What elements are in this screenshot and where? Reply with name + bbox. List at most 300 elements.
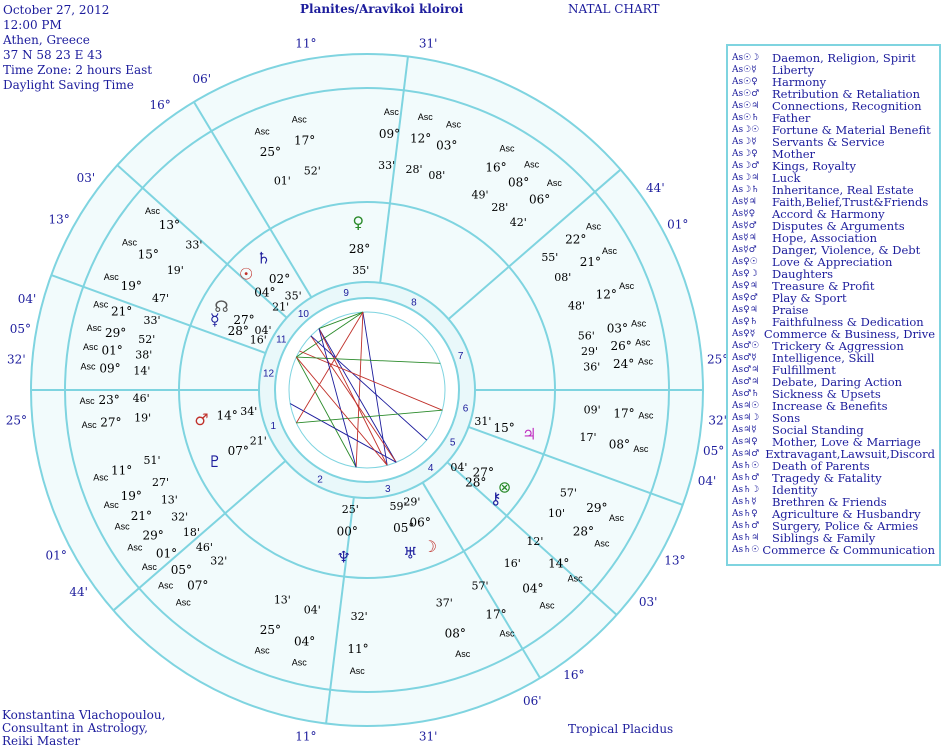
legend-label: Liberty: [772, 63, 815, 77]
planet-minute: 35': [352, 264, 370, 278]
planet-glyph: ☊: [214, 297, 229, 316]
cusp-label: 16°: [149, 98, 171, 113]
legend-label: Debate, Daring Action: [772, 375, 903, 389]
part-asc-label: Asc: [93, 472, 109, 483]
legend-symbol: As☿♃: [732, 197, 757, 207]
legend-symbol: As☽♄: [732, 185, 760, 195]
legend-symbol: As♂☉: [732, 341, 760, 351]
planet-degree: 14°: [216, 408, 238, 423]
part-degree: 23°: [98, 393, 120, 408]
part-asc-label: Asc: [144, 206, 161, 217]
planet-glyph: ♃: [522, 424, 537, 444]
legend-label: Commerce & Business, Drive: [763, 327, 935, 341]
legend-symbol: As☽♀: [732, 149, 758, 159]
planet-glyph: ☽: [422, 536, 438, 556]
part-degree: 08°: [444, 626, 466, 641]
legend-symbol: As☽☿: [732, 137, 757, 147]
house-number: 6: [462, 403, 469, 415]
part-asc-label: Asc: [546, 177, 562, 188]
planet-degree: 15°: [493, 420, 515, 435]
house-number: 10: [297, 308, 309, 320]
legend-symbol: As☿♂: [732, 221, 757, 231]
part-minute: 52': [303, 164, 321, 178]
planet-degree: 04°: [254, 285, 276, 300]
part-degree: 06°: [528, 192, 551, 207]
house-number: 4: [427, 463, 434, 475]
part-asc-label: Asc: [499, 628, 515, 639]
legend-symbol: As♀☿: [732, 329, 756, 339]
birth-date: October 27, 2012: [3, 3, 110, 17]
part-degree: 17°: [613, 406, 635, 421]
house-number: 7: [457, 350, 464, 362]
legend-symbol: As♀♃: [732, 281, 758, 291]
planet-minute: 31': [474, 415, 492, 429]
part-minute: 56': [577, 329, 595, 343]
legend-item: [732, 64, 935, 76]
part-asc-label: Asc: [601, 246, 617, 256]
planet-minute: 35': [284, 289, 302, 303]
cusp-label: 06': [522, 693, 542, 708]
legend-label: Surgery, Police & Armies: [772, 519, 919, 533]
part-asc-label: Asc: [524, 159, 540, 170]
cusp-label: 01°: [667, 217, 689, 232]
part-degree: 08°: [608, 437, 631, 452]
house-number: 1: [270, 421, 277, 433]
part-minute: 55': [541, 251, 559, 265]
planet-degree: 27°: [233, 313, 255, 327]
part-degree: 29°: [104, 325, 127, 340]
legend-label: Praise: [772, 303, 809, 317]
part-degree: 11°: [347, 641, 369, 656]
legend-symbol: As♀☽: [732, 269, 758, 279]
part-minute: 46': [195, 540, 213, 554]
cusp-label: 16°: [563, 667, 585, 682]
cusp-label: 01°: [45, 548, 67, 563]
cusp-label: 31': [418, 36, 438, 51]
part-minute: 36': [583, 360, 601, 374]
planet-minute: 25': [341, 502, 359, 516]
legend-symbol: As☉♂: [732, 89, 760, 99]
part-minute: 52': [138, 333, 156, 347]
house-number: 9: [343, 288, 349, 300]
legend-item: [732, 52, 935, 64]
part-degree: 22°: [565, 232, 587, 247]
legend-symbol: As♄☿: [732, 497, 757, 507]
part-degree: 29°: [586, 501, 608, 516]
planet-degree: 00°: [336, 524, 358, 539]
legend-label: Kings, Royalty: [772, 159, 856, 173]
part-minute: 32': [350, 609, 368, 623]
legend-symbol: As♂♃: [732, 365, 760, 375]
part-minute: 48': [568, 299, 586, 313]
legend-label: Faithfulness & Dedication: [772, 315, 924, 329]
legend-label: Sons: [772, 411, 801, 425]
planet-degree: 05°: [393, 521, 415, 536]
legend-label: Play & Sport: [772, 291, 847, 305]
planet-minute: 16': [249, 333, 267, 347]
part-degree: 21°: [579, 255, 602, 269]
legend-label: Connections, Recognition: [772, 99, 922, 113]
legend-symbol: As☿♀: [732, 209, 756, 219]
legend-label: Retribution & Retaliation: [772, 87, 920, 101]
part-degree: 04°: [293, 634, 316, 649]
legend-label: Trickery & Aggression: [772, 339, 904, 353]
birth-time: 12:00 PM: [3, 18, 62, 32]
cusp-label: 11°: [295, 36, 317, 51]
part-asc-label: Asc: [619, 281, 635, 292]
cusp-label: 25°: [5, 413, 27, 428]
legend-label: Intelligence, Skill: [772, 351, 875, 365]
part-minute: 17': [579, 430, 597, 444]
part-asc-label: Asc: [633, 444, 649, 455]
legend-symbol: As☉☿: [732, 65, 757, 75]
planet-glyph: ☉: [238, 264, 254, 284]
legend-symbol: As♂♄: [732, 389, 760, 399]
part-degree: 03°: [436, 138, 458, 153]
legend-panel: [726, 44, 941, 566]
cusp-label: 44': [646, 181, 665, 196]
part-minute: 28': [405, 162, 423, 176]
house-number: 5: [449, 437, 456, 449]
legend-symbol: As♃☽: [732, 413, 760, 423]
legend-symbol: As☉♃: [732, 101, 760, 111]
legend-symbol: As♃♀: [732, 437, 758, 447]
planet-minute: 34': [240, 404, 258, 418]
house-number: 8: [411, 297, 417, 309]
part-minute: 57': [471, 579, 489, 593]
planet-glyph: ☿: [209, 310, 220, 330]
legend-label: Tragedy & Fatality: [772, 471, 882, 485]
part-minute: 08': [554, 271, 572, 284]
part-minute: 13': [273, 593, 291, 607]
cusp-label: 03': [638, 594, 658, 609]
part-asc-label: Asc: [141, 562, 157, 573]
legend-label: Brethren & Friends: [772, 495, 887, 509]
part-degree: 09°: [378, 126, 401, 141]
legend-label: Extravagant,Lawsuit,Discord: [765, 447, 935, 461]
legend-label: Inheritance, Real Estate: [772, 183, 914, 197]
part-degree: 14°: [548, 556, 570, 571]
legend-symbol: As♀♂: [732, 293, 758, 303]
legend-symbol: As☽♂: [732, 161, 760, 171]
part-degree: 01°: [101, 343, 123, 358]
part-degree: 07°: [187, 578, 209, 593]
legend-item: [732, 256, 935, 268]
part-minute: 09': [583, 403, 601, 417]
part-degree: 29°: [142, 528, 164, 543]
legend-symbol: As☉☽: [732, 53, 760, 63]
legend-item: [732, 400, 935, 412]
planet-glyph: ♄: [256, 248, 271, 268]
daylight-saving: Daylight Saving Time: [3, 78, 134, 92]
part-asc-label: Asc: [635, 337, 651, 348]
legend-label: Siblings & Family: [772, 531, 876, 545]
part-asc-label: Asc: [103, 499, 119, 510]
legend-label: Accord & Harmony: [772, 207, 885, 221]
part-asc-label: Asc: [79, 395, 95, 406]
part-minute: 32': [210, 554, 228, 568]
birth-place: Athen, Greece: [3, 33, 90, 47]
cusp-label: 32': [708, 413, 727, 428]
part-asc-label: Asc: [638, 410, 654, 421]
legend-symbol: As♄♃: [732, 533, 760, 543]
part-asc-label: Asc: [637, 356, 653, 367]
cusp-label: 32': [7, 352, 26, 367]
part-degree: 11°: [110, 463, 133, 478]
part-degree: 17°: [293, 133, 316, 148]
part-degree: 16°: [485, 160, 507, 175]
part-minute: 04': [303, 603, 321, 617]
cusp-label: 25°: [707, 352, 729, 367]
legend-item: [732, 472, 935, 484]
legend-symbol: As♄♂: [732, 473, 760, 483]
part-minute: 51': [143, 453, 161, 467]
planet-degree: 27°: [472, 465, 494, 480]
legend-symbol: As♀♃: [732, 305, 758, 315]
part-asc-label: Asc: [455, 649, 471, 660]
house-system: Tropical Placidus: [568, 722, 674, 736]
part-degree: 04°: [522, 581, 544, 596]
part-asc-label: Asc: [127, 542, 143, 553]
legend-label: Love & Appreciation: [772, 255, 893, 269]
part-asc-label: Asc: [86, 323, 102, 334]
part-degree: 25°: [259, 144, 281, 159]
legend-symbol: As♂☿: [732, 353, 757, 363]
legend-symbol: As☿♂: [732, 245, 757, 255]
part-minute: 01': [273, 174, 291, 188]
part-minute: 32': [171, 510, 189, 524]
legend-symbol: As♄♀: [732, 509, 758, 519]
legend-symbol: As☽☉: [732, 125, 760, 135]
planet-glyph: ♇: [207, 451, 222, 471]
part-degree: 09°: [99, 361, 121, 376]
planet-degree: 28°: [227, 323, 249, 338]
legend-label: Daemon, Religion, Spirit: [772, 51, 916, 65]
legend-symbol: As♃♂: [732, 449, 760, 459]
part-asc-label: Asc: [383, 107, 399, 118]
cusp-label: 44': [69, 584, 88, 599]
planet-glyph: ♂: [194, 410, 209, 430]
part-asc-label: Asc: [254, 645, 270, 656]
part-asc-label: Asc: [631, 318, 647, 329]
legend-label: Commerce & Communication: [762, 543, 935, 557]
part-asc-label: Asc: [93, 299, 109, 310]
part-minute: 12': [526, 535, 544, 549]
part-degree: 12°: [595, 287, 617, 302]
chart-title: Planites/Aravikoi kloiroi: [300, 2, 464, 16]
part-asc-label: Asc: [291, 657, 307, 668]
legend-label: Servants & Service: [772, 135, 885, 149]
legend-label: Sickness & Upsets: [772, 387, 881, 401]
legend-label: Mother, Love & Marriage: [772, 435, 921, 449]
part-minute: 18': [182, 526, 200, 540]
part-minute: 57': [559, 486, 577, 500]
part-minute: 10': [548, 507, 566, 521]
part-asc-label: Asc: [175, 597, 191, 608]
chart-type-label: NATAL CHART: [568, 2, 660, 16]
part-asc-label: Asc: [158, 580, 174, 591]
planet-minute: 59': [389, 499, 407, 513]
cusp-label: 31': [418, 729, 438, 744]
legend-symbol: As☉♄: [732, 113, 760, 123]
part-minute: 42': [509, 216, 527, 230]
legend-symbol: As☽♃: [732, 173, 760, 183]
legend-label: Fulfillment: [772, 363, 836, 377]
legend-label: Identity: [772, 483, 818, 497]
legend-symbol: As♄♂: [732, 521, 760, 531]
part-minute: 28': [491, 201, 509, 215]
cusp-label: 04': [17, 291, 37, 306]
house-number: 12: [262, 368, 275, 380]
part-degree: 17°: [485, 607, 507, 622]
cusp-label: 13°: [664, 553, 686, 568]
cusp-label: 11°: [295, 729, 317, 744]
planet-minute: 04': [254, 324, 272, 337]
part-minute: 13': [160, 493, 178, 507]
part-minute: 47': [152, 292, 170, 306]
cusp-label: 04': [697, 474, 717, 489]
consultant-title: Consultant in Astrology,: [2, 721, 148, 735]
part-minute: 38': [135, 348, 153, 362]
planet-glyph: ⚷: [489, 488, 502, 508]
planet-glyph: ⊗: [497, 477, 512, 497]
legend-item: [732, 100, 935, 112]
legend-label: Luck: [772, 171, 801, 185]
consultant-credit: [2, 708, 165, 747]
part-asc-label: Asc: [586, 221, 602, 232]
legend-symbol: As♄☉: [732, 461, 760, 471]
legend-label: Agriculture & Husbandry: [772, 507, 921, 521]
coordinates: 37 N 58 23 E 43: [3, 48, 103, 62]
part-minute: 27': [152, 475, 170, 489]
part-minute: 37': [435, 596, 453, 610]
legend-label: Fortune & Material Benefit: [772, 123, 931, 137]
legend-label: Hope, Association: [772, 231, 878, 245]
time-zone: Time Zone: 2 hours East: [3, 63, 153, 77]
legend-symbol: As♀♄: [732, 317, 758, 327]
part-minute: 33': [143, 314, 161, 328]
planet-minute: 21': [272, 300, 290, 314]
part-minute: 19': [134, 411, 152, 425]
legend-item: [732, 160, 935, 172]
part-degree: 05°: [170, 563, 193, 578]
part-asc-label: Asc: [81, 420, 97, 431]
part-degree: 24°: [612, 357, 635, 372]
planet-degree: 06°: [409, 515, 431, 530]
part-asc-label: Asc: [80, 361, 96, 372]
cusp-label: 05°: [703, 444, 725, 459]
house-number: 3: [385, 483, 391, 495]
part-asc-label: Asc: [254, 126, 270, 137]
part-degree: 21°: [130, 509, 152, 524]
part-asc-label: Asc: [114, 521, 130, 532]
part-minute: 08': [428, 169, 446, 183]
part-minute: 33': [185, 238, 203, 252]
legend-label: Disputes & Arguments: [772, 219, 905, 233]
part-degree: 26°: [610, 339, 632, 354]
legend-symbol: As♃☉: [732, 401, 760, 411]
part-degree: 08°: [508, 175, 530, 190]
part-degree: 28°: [572, 524, 595, 539]
legend-label: Harmony: [772, 75, 827, 89]
cusp-label: 05°: [9, 321, 31, 336]
legend-label: Social Standing: [772, 423, 864, 437]
planet-degree: 07°: [227, 444, 249, 459]
part-degree: 25°: [259, 623, 281, 638]
part-degree: 27°: [100, 415, 122, 430]
planet-minute: 29': [403, 495, 421, 509]
part-minute: 14': [133, 364, 151, 378]
legend-symbol: As♂♃: [732, 377, 760, 387]
legend-symbol: As♄☽: [732, 485, 760, 495]
part-minute: 49': [471, 188, 489, 202]
legend-item: [732, 544, 935, 556]
part-asc-label: Asc: [446, 119, 462, 130]
part-asc-label: Asc: [349, 665, 365, 676]
cusp-label: 03': [76, 171, 96, 186]
consultant-name: Konstantina Vlachopoulou,: [2, 708, 166, 722]
part-asc-label: Asc: [122, 237, 138, 248]
planet-degree: 28°: [348, 242, 371, 257]
part-degree: 15°: [137, 247, 159, 262]
planet-glyph: ♀: [352, 213, 365, 233]
part-degree: 13°: [158, 218, 181, 233]
part-asc-label: Asc: [594, 538, 610, 549]
cusp-label: 13°: [48, 212, 70, 227]
legend-label: Mother: [772, 147, 816, 161]
house-number: 2: [317, 474, 323, 486]
part-degree: 03°: [606, 321, 628, 336]
legend-label: Father: [772, 111, 811, 125]
part-minute: 16': [503, 557, 521, 571]
planet-degree: 28°: [465, 475, 487, 490]
part-minute: 19': [166, 264, 184, 278]
planet-minute: 21': [249, 434, 267, 448]
legend-label: Death of Parents: [772, 459, 870, 473]
part-asc-label: Asc: [82, 342, 98, 353]
legend-label: Increase & Benefits: [772, 399, 888, 413]
part-minute: 33': [378, 158, 396, 172]
legend-label: Treasure & Profit: [772, 279, 875, 293]
planet-degree: 02°: [268, 272, 291, 287]
part-degree: 21°: [110, 304, 133, 319]
legend-symbol: As☉♀: [732, 77, 758, 87]
legend-label: Danger, Violence, & Debt: [772, 243, 921, 257]
planet-glyph: ♆: [336, 547, 351, 567]
part-asc-label: Asc: [291, 114, 307, 125]
legend-label: Daughters: [772, 267, 834, 281]
legend-symbol: As♃☿: [732, 425, 757, 435]
part-degree: 12°: [410, 131, 432, 146]
part-asc-label: Asc: [539, 600, 555, 611]
part-asc-label: Asc: [103, 272, 119, 283]
house-number: 11: [276, 334, 287, 346]
part-asc-label: Asc: [608, 513, 624, 524]
legend-label: Faith,Belief,Trust&Friends: [772, 195, 929, 209]
legend-item: [732, 136, 935, 148]
part-asc-label: Asc: [567, 573, 583, 584]
part-degree: 01°: [155, 546, 178, 561]
part-minute: 29': [581, 344, 599, 358]
part-degree: 19°: [120, 279, 142, 294]
legend-item: [732, 292, 935, 304]
planet-minute: 04': [450, 461, 468, 475]
part-minute: 46': [132, 391, 150, 405]
consultant-reiki: Reiki Master: [2, 734, 81, 748]
cusp-label: 06': [192, 72, 212, 87]
legend-symbol: As☿♃: [732, 233, 757, 243]
planet-glyph: ♅: [403, 543, 418, 563]
